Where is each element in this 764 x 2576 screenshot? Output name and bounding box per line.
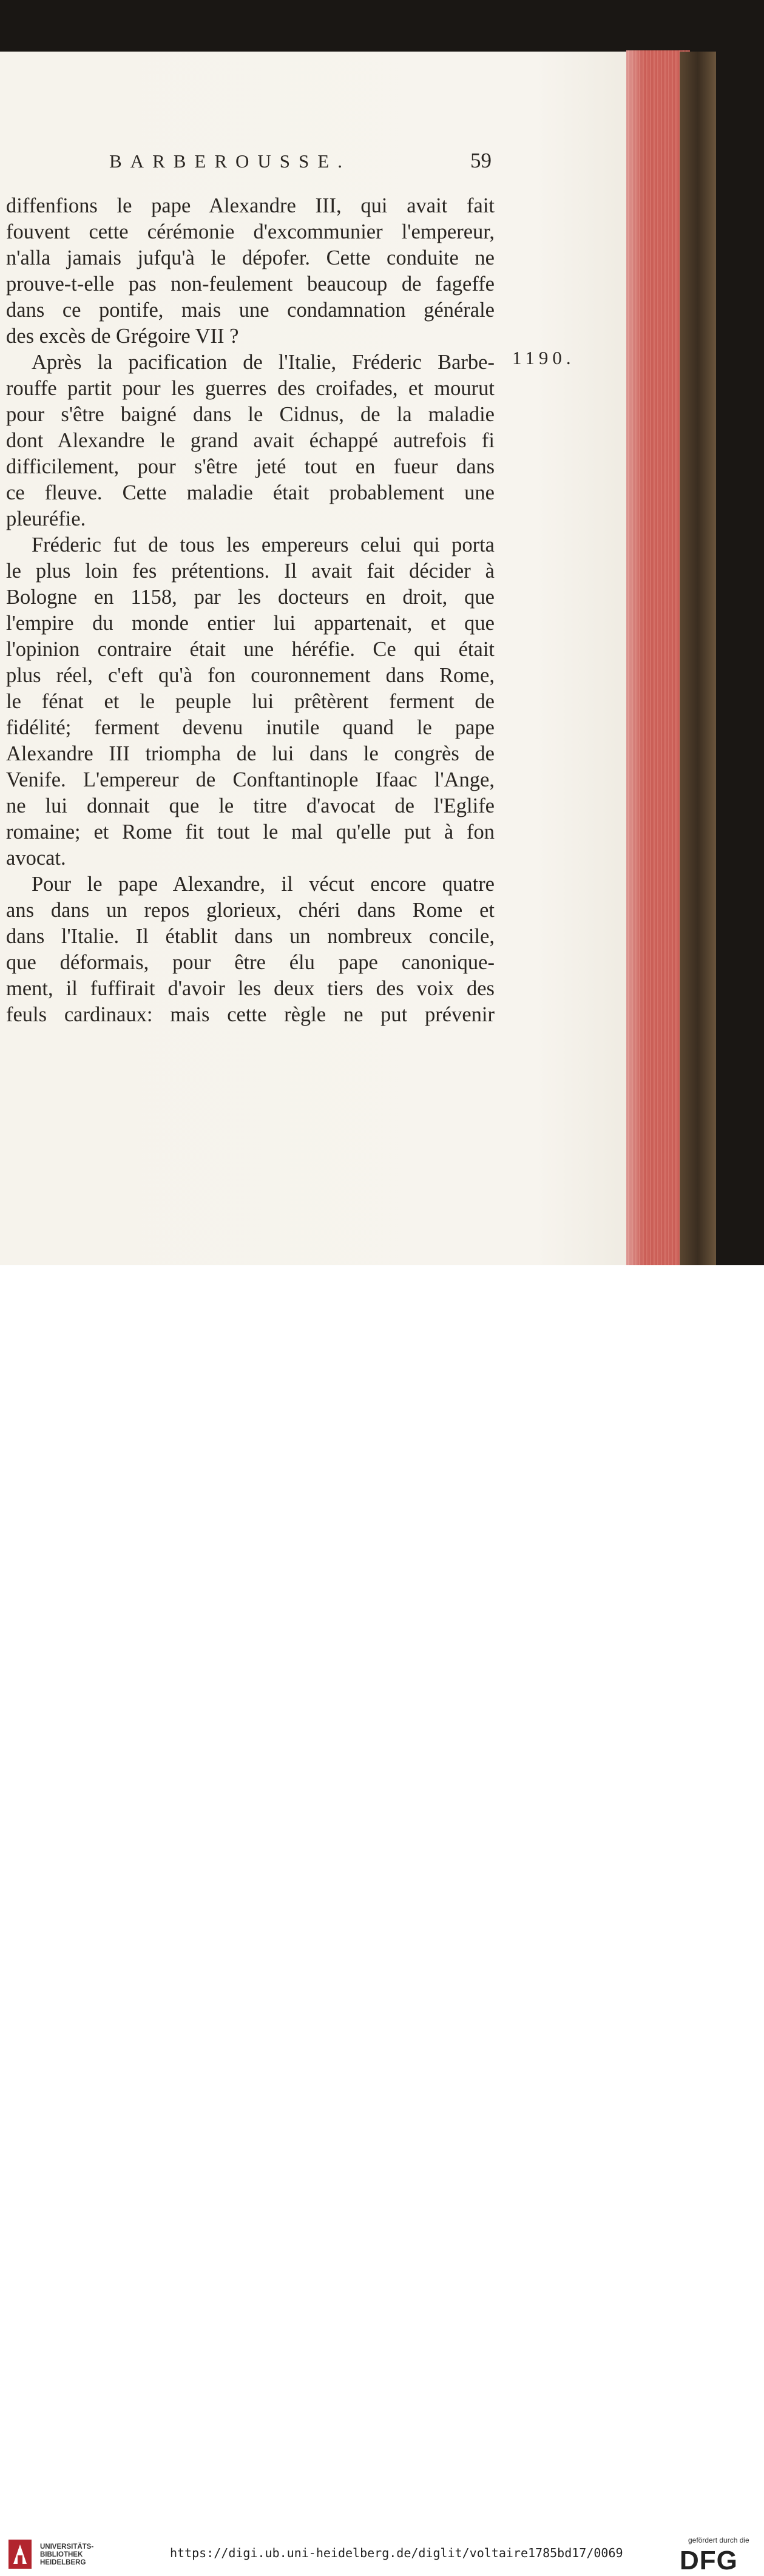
text-line: Après la pacification de l'Italie, Fréderic Barbe- bbox=[32, 351, 495, 374]
text-line: pour s'être baigné dans le Cidnus, de la maladie bbox=[6, 403, 495, 426]
text-line: fidélité; ferment devenu inutile quand le pape bbox=[6, 716, 495, 739]
text-line: ans dans un repos glorieux, chéri dans Rome et bbox=[6, 899, 495, 922]
text-line: l'opinion contraire était une héréfie. Ce qui était bbox=[6, 638, 495, 661]
text-line: n'alla jamais jufqu'à le dépofer. Cette conduite ne bbox=[6, 246, 495, 269]
text-line: pleuréfie. bbox=[6, 507, 86, 530]
scan-area bbox=[0, 0, 764, 1265]
text-line: Pour le pape Alexandre, il vécut encore quatre bbox=[32, 873, 495, 896]
text-line: plus réel, c'eft qu'à fon couronnement dans Rome, bbox=[6, 664, 495, 687]
permalink[interactable]: https://digi.ub.uni-heidelberg.de/diglit/voltaire1785bd17/0069 bbox=[170, 2546, 623, 2560]
text-line: fouvent cette cérémonie d'excommunier l'empereur, bbox=[6, 220, 495, 243]
page-text bbox=[0, 0, 764, 1265]
running-head: BARBEROUSSE. bbox=[109, 150, 351, 172]
text-line: dont Alexandre le grand avait échappé autrefois fi bbox=[6, 429, 495, 452]
text-line: Alexandre III triompha de lui dans le congrès de bbox=[6, 742, 495, 765]
text-line: Bologne en 1158, par les docteurs en droit, que bbox=[6, 586, 495, 609]
text-line: rouffe partit pour les guerres des croifades, et mourut bbox=[6, 377, 495, 400]
library-name-line3: HEIDELBERG bbox=[40, 2559, 86, 2566]
text-line: Venife. L'empereur de Conftantinople Ifaac l'Ange, bbox=[6, 768, 495, 791]
library-name-line1: UNIVERSITÄTS- bbox=[40, 2543, 94, 2551]
university-library-logo-icon bbox=[8, 2540, 32, 2569]
text-line: feuls cardinaux: mais cette règle ne put prévenir bbox=[6, 1003, 495, 1026]
text-line: dans l'Italie. Il établit dans un nombreux concile, bbox=[6, 925, 495, 948]
library-name bbox=[40, 2543, 93, 2567]
text-line: prouve-t-elle pas non-feulement beaucoup de fageffe bbox=[6, 272, 495, 296]
text-line: que déformais, pour être élu pape canonique- bbox=[6, 951, 495, 974]
text-line: dans ce pontife, mais une condamnation générale bbox=[6, 299, 495, 322]
text-line: le plus loin fes prétentions. Il avait fait décider à bbox=[6, 559, 495, 583]
dfg-logo: DFG bbox=[680, 2546, 738, 2575]
text-line: ce fleuve. Cette maladie était probablement une bbox=[6, 481, 495, 504]
page-number: 59 bbox=[470, 149, 492, 172]
text-line: l'empire du monde entier lui appartenait, et que bbox=[6, 612, 495, 635]
text-line: le fénat et le peuple lui prêtèrent ferment de bbox=[6, 690, 495, 713]
funded-by-label: gefördert durch die bbox=[688, 2536, 749, 2544]
text-line: ne lui donnait que le titre d'avocat de l'Eglife bbox=[6, 794, 495, 817]
viewer-footer bbox=[0, 1265, 764, 2575]
text-line: des excès de Grégoire VII ? bbox=[6, 325, 239, 348]
text-line: diffenfions le pape Alexandre III, qui avait fait bbox=[6, 194, 495, 217]
text-line: difficilement, pour s'être jeté tout en fueur dans bbox=[6, 455, 495, 478]
library-name-line2: BIBLIOTHEK bbox=[40, 2551, 83, 2558]
text-line: Fréderic fut de tous les empereurs celui qui porta bbox=[32, 533, 495, 556]
text-line: ment, il fuffirait d'avoir les deux tiers des voix des bbox=[6, 977, 495, 1000]
text-line: avocat. bbox=[6, 847, 66, 870]
text-line: romaine; et Rome fit tout le mal qu'elle put à fon bbox=[6, 820, 495, 843]
margin-date: 1190. bbox=[512, 347, 575, 368]
